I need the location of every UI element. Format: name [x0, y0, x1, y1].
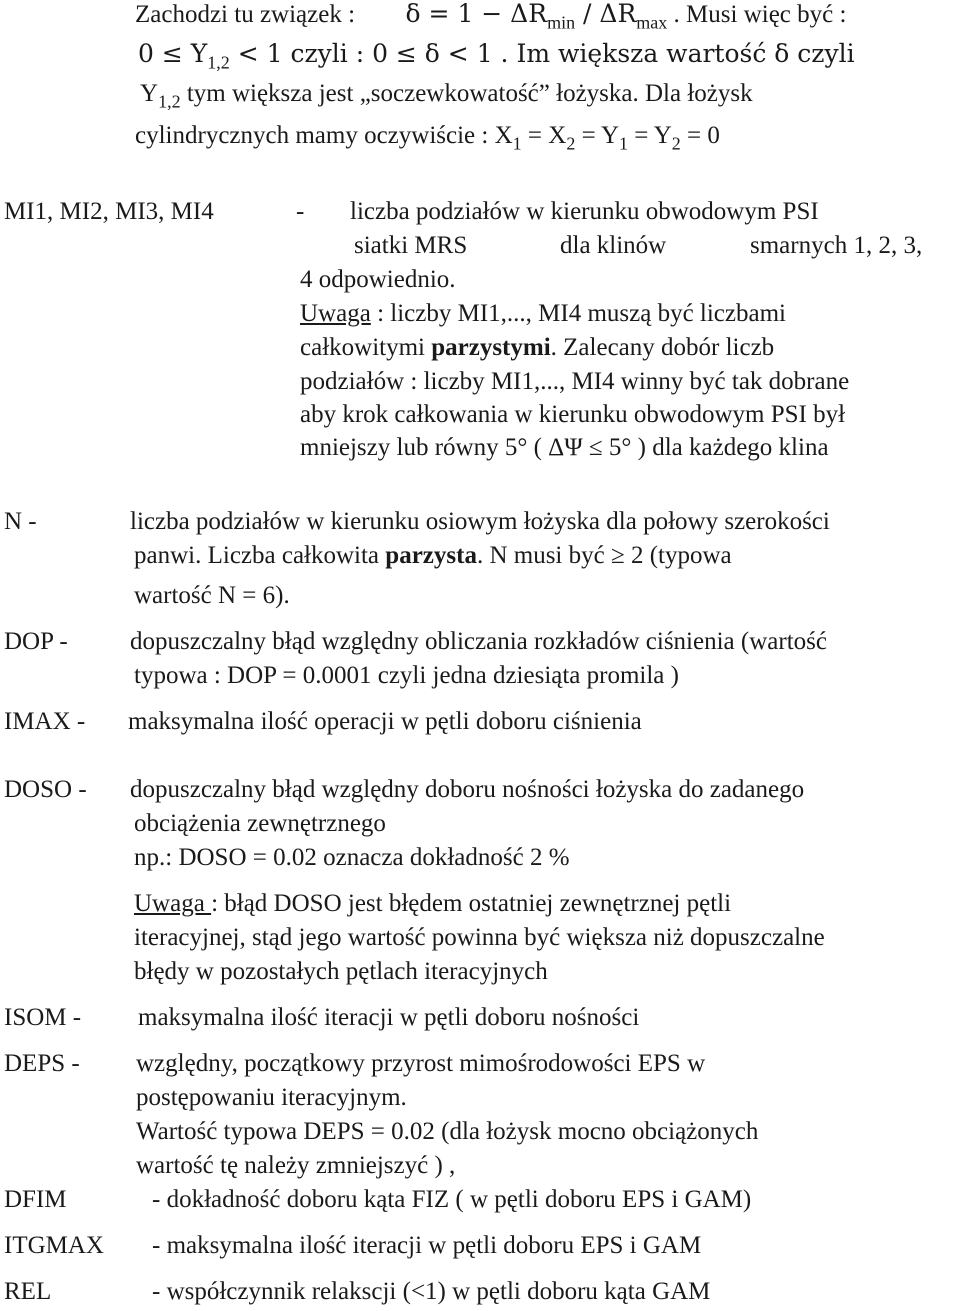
sub-min: min: [547, 12, 576, 33]
term-dfim: DFIM: [4, 1186, 67, 1213]
formula-delta: δ = 1 − ΔR: [405, 0, 548, 28]
deps-line-4: wartość tę należy zmniejszyć ) ,: [136, 1152, 456, 1179]
mi-line-2c: smarnych 1, 2, 3,: [750, 232, 923, 259]
intro-l2-b: < 1 czyli : 0 ≤ δ < 1 . Im większa wartość δ czyli: [229, 39, 855, 68]
rel-line-1: - współczynnik relakscji (<1) w pętli doboru kąta GAM: [152, 1278, 711, 1305]
formula-slash: / ΔR: [575, 0, 637, 28]
intro-line-4: [135, 122, 720, 154]
intro-l3-a: Y: [140, 80, 159, 107]
n-line-3: wartość N = 6).: [134, 582, 290, 609]
intro-l4-b: = X: [521, 122, 567, 149]
sub-x2: 2: [566, 133, 576, 154]
doso-note-label: Uwaga: [134, 890, 212, 917]
mi-line-5: [300, 334, 774, 363]
mi-l5-bold: parzystymi: [431, 334, 551, 361]
term-isom: ISOM -: [4, 1004, 82, 1031]
mi-l5-c: . Zalecany dobór liczb: [550, 334, 775, 361]
intro-line-1: [135, 0, 847, 33]
doso-note-1: [134, 890, 731, 919]
doso-note-text: : błąd DOSO jest błędem ostatniej zewnętrznej pętli: [211, 890, 732, 917]
n-l2-c: . N musi być ≥ 2 (typowa: [476, 542, 732, 569]
mi-line-4: [300, 300, 786, 329]
mi-line-2a: siatki MRS: [354, 232, 468, 259]
doso-note-2: iteracyjnej, stąd jego wartość powinna być większa niż dopuszczalne: [134, 924, 825, 951]
intro-l2-a: 0 ≤ Y: [138, 39, 208, 68]
mi-line-8: mniejszy lub równy 5° ( ΔΨ ≤ 5° ) dla każdego klina: [300, 434, 829, 461]
n-l2-a: panwi. Liczba całkowita: [134, 542, 386, 569]
intro-line-3: [140, 80, 753, 112]
intro-text-b: . Musi więc być :: [673, 1, 847, 28]
deps-line-3: Wartość typowa DEPS = 0.02 (dla łożysk mocno obciążonych: [136, 1118, 759, 1145]
doso-note-3: błędy w pozostałych pętlach iteracyjnych: [134, 958, 548, 985]
term-n: N -: [4, 508, 37, 535]
sub-x1: 1: [512, 133, 522, 154]
mi-line-6: podziałów : liczby MI1,..., MI4 winny być tak dobrane: [300, 368, 850, 395]
term-imax: IMAX -: [4, 708, 86, 735]
intro-l4-e: = 0: [680, 122, 720, 149]
deps-line-2: postępowaniu iteracyjnym.: [136, 1084, 407, 1111]
mi-note-label: Uwaga: [300, 300, 371, 327]
mi-l5-a: całkowitymi: [300, 334, 432, 361]
isom-line-1: maksymalna ilość iteracji w pętli doboru nośności: [138, 1004, 640, 1031]
mi-line-7: aby krok całkowania w kierunku obwodowym PSI był: [300, 401, 846, 428]
dfim-line-1: - dokładność doboru kąta FIZ ( w pętli doboru EPS i GAM): [152, 1186, 752, 1213]
doso-line-1: dopuszczalny błąd względny doboru nośności łożyska do zadanego: [130, 776, 805, 803]
intro-text: Zachodzi tu związek :: [135, 1, 356, 28]
itgmax-line-1: - maksymalna ilość iteracji w pętli doboru EPS i GAM: [152, 1232, 702, 1259]
sub-y2: 2: [671, 133, 681, 154]
intro-l4-d: = Y: [628, 122, 672, 149]
imax-line-1: maksymalna ilość operacji w pętli doboru ciśnienia: [128, 708, 642, 735]
doso-line-3: np.: DOSO = 0.02 oznacza dokładność 2 %: [134, 844, 570, 871]
intro-l3-sub: 1,2: [158, 91, 181, 112]
sub-max: max: [636, 12, 668, 33]
intro-l3-b: tym większa jest „soczewkowatość” łożyska. Dla łożysk: [180, 80, 753, 107]
n-line-1: liczba podziałów w kierunku osiowym łożyska dla połowy szerokości: [130, 508, 830, 535]
deps-line-1: względny, początkowy przyrost mimośrodowości EPS w: [136, 1050, 706, 1077]
intro-l4-a: cylindrycznych mamy oczywiście : X: [135, 122, 513, 149]
term-doso: DOSO -: [4, 776, 87, 803]
n-l2-bold: parzysta: [385, 542, 477, 569]
sub-y1: 1: [619, 133, 629, 154]
intro-line-2: [138, 39, 855, 73]
term-deps: DEPS -: [4, 1050, 80, 1077]
term-mi: MI1, MI2, MI3, MI4: [4, 198, 214, 225]
mi-line-1: liczba podziałów w kierunku obwodowym PSI: [350, 198, 819, 225]
term-dop: DOP -: [4, 628, 68, 655]
mi-line-2b: dla klinów: [560, 232, 667, 259]
dop-line-2: typowa : DOP = 0.0001 czyli jedna dziesiąta promila ): [134, 662, 679, 689]
doso-line-2: obciążenia zewnętrznego: [134, 810, 386, 837]
term-mi-dash: -: [296, 198, 305, 225]
intro-l4-c: = Y: [575, 122, 620, 149]
n-line-2: [134, 542, 732, 571]
mi-line-3: 4 odpowiednio.: [300, 266, 456, 293]
intro-l2-sub: 1,2: [207, 52, 230, 73]
dop-line-1: dopuszczalny błąd względny obliczania rozkładów ciśnienia (wartość: [130, 628, 827, 655]
mi-note-text: : liczby MI1,..., MI4 muszą być liczbami: [370, 300, 786, 327]
term-rel: REL: [4, 1278, 52, 1305]
term-itgmax: ITGMAX: [4, 1232, 104, 1259]
